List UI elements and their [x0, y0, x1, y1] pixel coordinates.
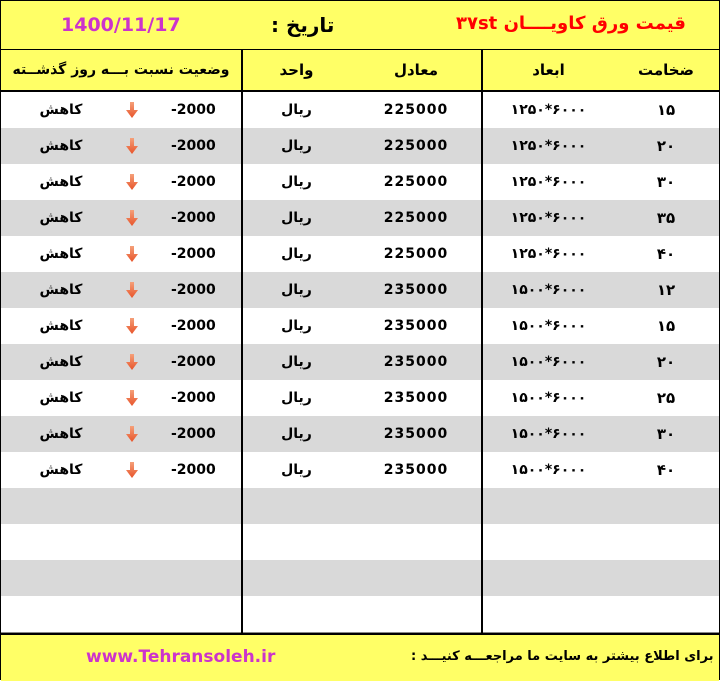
table-row — [1, 128, 719, 165]
status-cell: کاهش — [39, 390, 83, 406]
status-cell: کاهش — [39, 102, 83, 118]
down-arrow-icon — [119, 272, 145, 308]
status-cell: کاهش — [39, 210, 83, 226]
equivalent-cell: 235000 — [383, 282, 449, 298]
header-equivalent: معادل — [393, 61, 439, 79]
table-row — [1, 308, 719, 345]
table-row — [1, 200, 719, 237]
thickness-cell: ۱۵ — [656, 101, 676, 119]
dimensions-cell: ۱۲۵۰*۶۰۰۰ — [510, 138, 587, 154]
down-arrow-icon — [119, 164, 145, 200]
change-cell: -2000 — [171, 354, 216, 370]
change-cell: -2000 — [171, 138, 216, 154]
down-arrow-icon — [119, 308, 145, 344]
table-row — [1, 416, 719, 453]
unit-cell: ریال — [281, 282, 312, 298]
dimensions-cell: ۱۵۰۰*۶۰۰۰ — [510, 282, 587, 298]
date-value: 1400/11/17 — [61, 14, 181, 36]
equivalent-cell: 225000 — [383, 210, 449, 226]
dimensions-cell: ۱۵۰۰*۶۰۰۰ — [510, 318, 587, 334]
unit-cell: ریال — [281, 174, 312, 190]
dimensions-cell: ۱۵۰۰*۶۰۰۰ — [510, 462, 587, 478]
thickness-cell: ۴۰ — [656, 245, 676, 263]
table-row — [1, 452, 719, 489]
thickness-cell: ۲۰ — [656, 353, 676, 371]
header-status: وضعیت نسبت بـــه روز گذشــته — [12, 62, 230, 78]
thickness-cell: ۲۵ — [656, 389, 676, 407]
equivalent-cell: 235000 — [383, 390, 449, 406]
dimensions-cell: ۱۵۰۰*۶۰۰۰ — [510, 390, 587, 406]
equivalent-cell: 235000 — [383, 318, 449, 334]
dimensions-cell: ۱۲۵۰*۶۰۰۰ — [510, 102, 587, 118]
change-cell: -2000 — [171, 462, 216, 478]
change-cell: -2000 — [171, 390, 216, 406]
equivalent-cell: 235000 — [383, 426, 449, 442]
equivalent-cell: 235000 — [383, 354, 449, 370]
down-arrow-icon — [119, 236, 145, 272]
change-cell: -2000 — [171, 102, 216, 118]
column-divider — [241, 50, 243, 633]
unit-cell: ریال — [281, 354, 312, 370]
header-thickness: ضخامت — [637, 61, 695, 79]
down-arrow-icon — [119, 380, 145, 416]
table-row — [1, 92, 719, 129]
empty-row — [1, 488, 719, 525]
change-cell: -2000 — [171, 318, 216, 334]
table-header — [1, 50, 719, 92]
unit-cell: ریال — [281, 426, 312, 442]
change-cell: -2000 — [171, 282, 216, 298]
change-cell: -2000 — [171, 210, 216, 226]
status-cell: کاهش — [39, 354, 83, 370]
table-row — [1, 272, 719, 309]
title-bar — [1, 1, 719, 50]
footer — [1, 633, 719, 681]
equivalent-cell: 225000 — [383, 174, 449, 190]
status-cell: کاهش — [39, 174, 83, 190]
status-cell: کاهش — [39, 246, 83, 262]
thickness-cell: ۳۰ — [656, 173, 676, 191]
dimensions-cell: ۱۵۰۰*۶۰۰۰ — [510, 354, 587, 370]
unit-cell: ریال — [281, 246, 312, 262]
dimensions-cell: ۱۵۰۰*۶۰۰۰ — [510, 426, 587, 442]
unit-cell: ریال — [281, 210, 312, 226]
equivalent-cell: 225000 — [383, 246, 449, 262]
unit-cell: ریال — [281, 462, 312, 478]
table-row — [1, 164, 719, 201]
down-arrow-icon — [119, 92, 145, 128]
status-cell: کاهش — [39, 426, 83, 442]
dimensions-cell: ۱۲۵۰*۶۰۰۰ — [510, 246, 587, 262]
change-cell: -2000 — [171, 246, 216, 262]
thickness-cell: ۱۲ — [656, 281, 676, 299]
dimensions-cell: ۱۲۵۰*۶۰۰۰ — [510, 210, 587, 226]
thickness-cell: ۳۰ — [656, 425, 676, 443]
footer-info: برای اطلاع بیشتر به سایت ما مراجعـــه کنیـــد : — [411, 649, 714, 664]
table-row — [1, 344, 719, 381]
unit-cell: ریال — [281, 138, 312, 154]
down-arrow-icon — [119, 344, 145, 380]
unit-cell: ریال — [281, 390, 312, 406]
website-link[interactable]: www.Tehransoleh.ir — [86, 647, 276, 667]
unit-cell: ریال — [281, 318, 312, 334]
equivalent-cell: 235000 — [383, 462, 449, 478]
table-row — [1, 236, 719, 273]
equivalent-cell: 225000 — [383, 138, 449, 154]
unit-cell: ریال — [281, 102, 312, 118]
thickness-cell: ۲۰ — [656, 137, 676, 155]
status-cell: کاهش — [39, 282, 83, 298]
empty-row — [1, 524, 719, 561]
status-cell: کاهش — [39, 138, 83, 154]
status-cell: کاهش — [39, 462, 83, 478]
down-arrow-icon — [119, 452, 145, 488]
thickness-cell: ۴۰ — [656, 461, 676, 479]
down-arrow-icon — [119, 128, 145, 164]
date-label: تاریخ : — [271, 13, 335, 37]
table-row — [1, 380, 719, 417]
change-cell: -2000 — [171, 426, 216, 442]
page-title: قیمت ورق کاویــــان ۳۷st — [456, 13, 686, 34]
down-arrow-icon — [119, 200, 145, 236]
status-cell: کاهش — [39, 318, 83, 334]
change-cell: -2000 — [171, 174, 216, 190]
thickness-cell: ۳۵ — [656, 209, 676, 227]
equivalent-cell: 225000 — [383, 102, 449, 118]
header-dimensions: ابعاد — [532, 61, 565, 79]
empty-row — [1, 560, 719, 597]
empty-row — [1, 596, 719, 633]
column-divider — [481, 50, 483, 633]
header-unit: واحد — [279, 61, 314, 79]
dimensions-cell: ۱۲۵۰*۶۰۰۰ — [510, 174, 587, 190]
down-arrow-icon — [119, 416, 145, 452]
thickness-cell: ۱۵ — [656, 317, 676, 335]
